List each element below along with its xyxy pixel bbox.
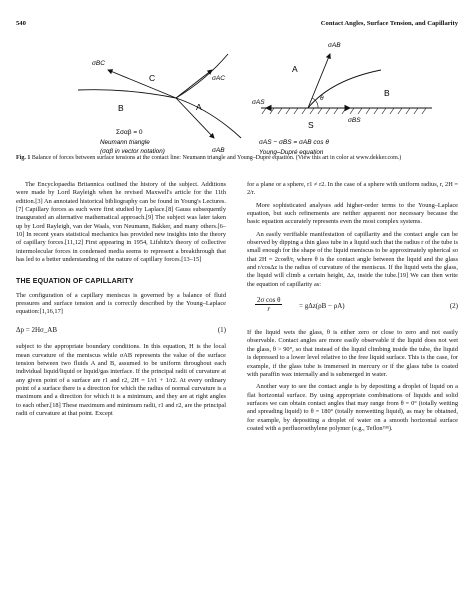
equation-1 [16, 326, 226, 334]
label-phase-c: C [149, 73, 156, 83]
caption-text: Balance of forces between surface tensions at the contact line: Neumann triangle and Young–Dupré equation. (View this art in color at www.dekker.com.) [31, 155, 402, 161]
interface-curve-bc [78, 90, 176, 98]
neumann-note: (σαβ in vector notation) [100, 148, 165, 155]
equation-2 [247, 295, 458, 321]
equation-2-denominator: r [267, 305, 271, 314]
left-column [16, 181, 226, 418]
label-phase-s: S [308, 120, 314, 130]
higher-order-paragraph: More sophisticated analyses add higher-order terms to the Young–Laplace equation, but such refinements are neither apparent nor necessary because the basic equation accurately represents even the most complex systems. [247, 201, 458, 226]
label-phase-b-right: B [384, 88, 390, 98]
equation-2-fraction [255, 296, 282, 314]
equation-2-numerator: 2σ cos θ [257, 296, 281, 305]
figure-caption [16, 155, 458, 163]
page-number: 540 [16, 20, 26, 27]
young-dupre-name: Young–Dupré equation [259, 149, 324, 156]
equation-2-rhs: = gΔz(ρB − ρA) [299, 302, 345, 311]
young-dupre-panel [252, 42, 432, 156]
label-phase-b: B [118, 103, 124, 113]
droplet-paragraph: Another way to see the contact angle is by depositing a droplet of liquid on a flat horizontal surface. By using appropriate combinations of liquids and solid surfaces we can obtain contact angles that may range from θ = 0° (totally wetting and spreading liquid) to θ = 180° (totally nonwetting liquid), as may be obtained, for example, by depositing a droplet of water on a smooth horizontal surface coated with a perfluoroethylene polymer (e.g., Teflon™). [247, 383, 458, 432]
label-sigma-ac: σAC [212, 75, 225, 82]
sphere-paragraph: for a plane or a sphere, r1 ≠ r2. In the case of a sphere with uniform radius, r, 2H = 2/r. [247, 181, 458, 197]
label-theta: θ [320, 95, 324, 102]
label-sigma-bc: σBC [92, 60, 105, 67]
label-sigma-ab-right: σAB [328, 42, 341, 49]
intro-paragraph: The Encyclopaedia Britannica outlined the history of the subject. Additions were made by Lord Rayleigh when he revised Maxwell's article for the 11th edition.[3] An annotated historical bibliography can be found in Young's Lectures.[7] Capillary forces as such were first studied by Laplace.[8] Gauss subsequently inaugurated an alternative mathematical approach.[9] The subject was later taken up by Lord Rayleigh, van der Waals, von Neumann, Bakker, and many others.[6–10] In recent years statistical mechanics has provided new insights into the theory of capillary forces.[11,12] First appearing in 1954, Lifshitz's theory of collective intermolecular forces in condensed media seems to represent a breakthrough that has led to a better understanding of the nature of capillary forces.[13–15] [16, 181, 226, 264]
section-title: THE EQUATION OF CAPILLARITY [16, 278, 134, 286]
neumann-sum: Σσαβ = 0 [116, 129, 143, 136]
wetting-paragraph: If the liquid wets the glass, θ is either zero or close to zero and not easily observable. Contact angles are more easily observable if the liquid does not wet the glass, θ > 90°, so that instead of the liquid climbing inside the tube, the liquid is depressed to a lower level relative to the free liquid surface. This is the case, for example, if the glass tube is immersed in mercury or if the glass tube is coated with paraffin wax internally and is submerged in water. [247, 329, 458, 378]
label-sigma-as: σAS [252, 99, 265, 106]
label-sigma-bs: σBS [348, 117, 361, 124]
vector-sigma-ab-right [308, 54, 330, 108]
young-dupre-equation: σAS − σBS = σAB cos θ [259, 139, 329, 146]
vector-sigma-bc [108, 70, 176, 98]
right-column [247, 181, 458, 433]
young-laplace-paragraph: The configuration of a capillary meniscus is governed by a balance of fluid pressures and surface tension and is correctly described by the Young–Laplace equation:[1,16,17] [16, 291, 226, 316]
neumann-panel [78, 54, 241, 155]
label-phase-a: A [196, 102, 202, 112]
vector-sigma-ac [176, 70, 212, 98]
vector-sigma-ab [176, 98, 214, 138]
neumann-name: Neumann triangle [100, 139, 150, 146]
caption-label: Fig. 1 [16, 155, 31, 161]
label-phase-a-right: A [292, 64, 298, 74]
glass-tube-paragraph: An easily verifiable manifestation of capillarity and the contact angle can be observed by dipping a thin glass tube in a liquid such that the radius r of the tube is small enough for the shape of the liquid meniscus to be approximately spherical so that 2H = 2cosθ/r, where θ is the contact angle between the liquid and the glass and r/cosΔz is the radius of curvature of the meniscus. If the liquid wets the glass, the liquid will climb a certain height, Δz, inside the tube.[19] We can then write the equation of capillarity as: [247, 230, 458, 288]
equation-2-number: (2) [449, 302, 458, 311]
label-sigma-ab: σAB [212, 147, 225, 154]
liquid-interface [308, 70, 381, 108]
curvature-paragraph: subject to the appropriate boundary conditions. In this equation, H is the local mean curvature of the meniscus while σAB represents the value of the surface tension between two fluids A and B, assumed to be uniform throughout each individual liquid/liquid or liquid/gas interface. If the principal radii of curvature at any given point of a surface are r1 and r2, 2H = 1/r1 + 1/r2. At every ordinary point of a surface there is a direction for which the radius of normal curvature is a maximum and a direction for which it is a minimum, and they are at right angles to each other.[18] These maximum and minimum radii, r1 and r2, are the principal radii of curvature at that point. Except [16, 343, 226, 417]
surface-hatching [262, 108, 426, 114]
equation-1-body: Δp = 2Hσ_AB [16, 325, 58, 334]
running-title: Contact Angles, Surface Tension, and Capillarity [320, 20, 458, 27]
equation-1-number: (1) [217, 325, 226, 334]
